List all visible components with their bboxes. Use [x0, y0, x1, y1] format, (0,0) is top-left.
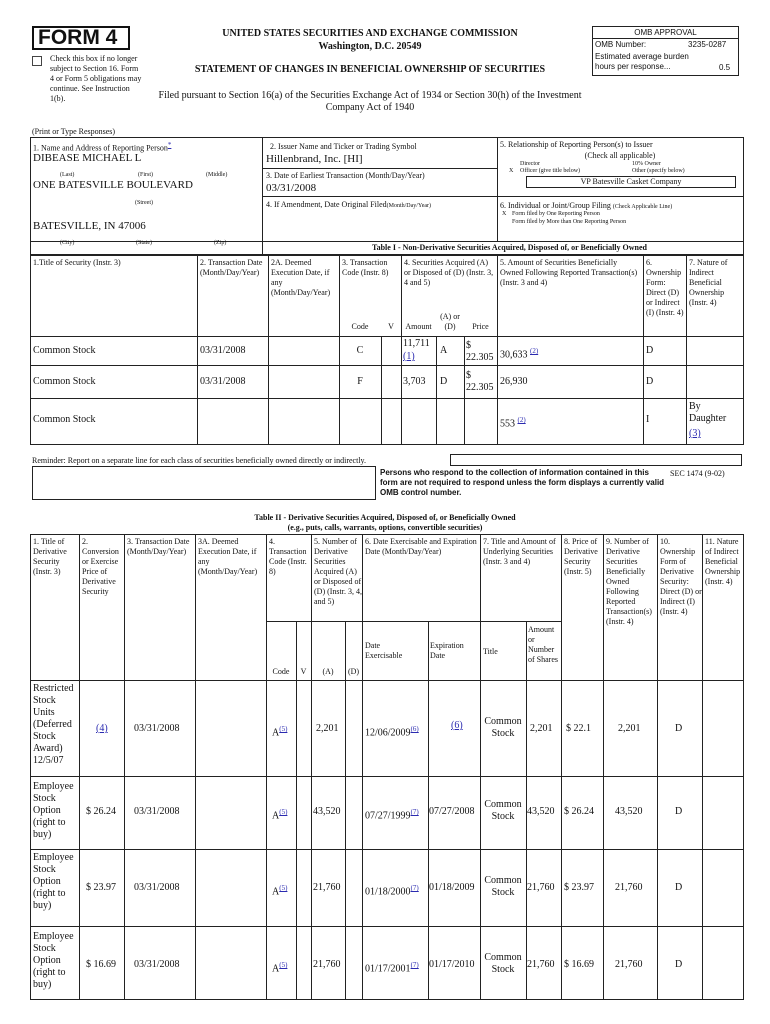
t2-col2-header: 2. Conversion or Exercise Price of Derivative Security	[82, 537, 119, 596]
t2-conv: $ 23.97	[86, 882, 116, 893]
no-longer-subject-checkbox[interactable]	[32, 56, 42, 66]
t2-code-footnote[interactable]: (5)	[279, 884, 288, 892]
t1-amount: 3,703	[403, 376, 426, 387]
t1-col3-header: 3. Transaction Code (Instr. 8)	[342, 258, 389, 277]
last-label: (Last)	[60, 172, 75, 178]
t1-price: $ 22.305	[466, 370, 494, 393]
t2-acquired: 2,201	[316, 723, 339, 734]
t1-col5-header: 5. Amount of Securities Beneficially Owned Following Reported Transaction(s) (Instr. 3 and 4)	[500, 258, 638, 287]
t2-date: 03/31/2008	[134, 723, 180, 734]
box1-label: 1. Name and Address of Reporting Person*	[33, 141, 172, 153]
t1-aord-header: (A) or (D)	[440, 312, 460, 331]
t2-underlying-amount: 43,520	[527, 806, 555, 817]
t2-title: Employee Stock Option (right to buy)	[33, 852, 74, 911]
reminder-box	[32, 466, 376, 500]
t1-aord: D	[440, 376, 448, 387]
t2-code: $A^{(5)}$	[272, 884, 288, 898]
t2-col10-header: 10. Ownership Form of Derivative Security: Direct (D) or Indirect (I) (Instr. 4)	[660, 537, 702, 616]
t2-expiration-header: Expiration Date	[430, 641, 464, 660]
issuer-name: Hillenbrand, Inc. [HI]	[266, 153, 363, 165]
t2-expiration: 07/27/2008	[429, 806, 475, 817]
t1-aord: A	[440, 345, 448, 356]
officer-mark[interactable]: X	[509, 168, 514, 174]
t2-date-exercisable: 01/18/2000$^{(7)}$	[365, 884, 419, 898]
t2-code-footnote[interactable]: (5)	[279, 725, 288, 733]
t1-col2a-header: 2A. Deemed Execution Date, if any (Month/Day/Year)	[271, 258, 331, 297]
t1-col2-header: 2. Transaction Date (Month/Day/Year)	[200, 258, 263, 277]
t1-nature-footnote[interactable]: (3)	[689, 428, 701, 439]
t2-underlying-title: Common Stock	[484, 799, 522, 822]
t2-price: $ 22.1	[566, 723, 591, 734]
omb-number: 3235-0287	[688, 40, 727, 49]
statement-title: STATEMENT OF CHANGES IN BENEFICIAL OWNERSHIP OF SECURITIES	[194, 64, 546, 75]
t2-form: D	[675, 806, 683, 817]
t1-col7-header: 7. Nature of Indirect Beneficial Ownership (Instr. 4)	[689, 258, 728, 307]
burden-label: Estimated average burden hours per response...	[595, 52, 689, 71]
t2-col3a-header: 3A. Deemed Execution Date, if any (Month/Day/Year)	[198, 537, 258, 576]
t1-col6-header: 6. Ownership Form: Direct (D) or Indirect (I) (Instr. 4)	[646, 258, 684, 317]
t2-expiration-footnote[interactable]: (6)	[451, 720, 463, 731]
t1-v-header: V	[388, 322, 394, 331]
t2-d-header: (D)	[347, 667, 360, 676]
t2-dex-footnote[interactable]: (6)	[410, 725, 419, 733]
t2-underlying-amount: 2,201	[530, 723, 553, 734]
t2-amount-header: Amount or Number of Shares	[528, 625, 558, 664]
print-type: (Print or Type Responses)	[32, 127, 116, 136]
earliest-transaction-date: 03/31/2008	[266, 182, 317, 194]
other-option: Other (specify below)	[632, 168, 685, 174]
t2-dex-footnote[interactable]: (7)	[410, 961, 419, 969]
t2-title: Restricted Stock Units (Deferred Stock Award) 12/5/07	[33, 683, 74, 766]
t2-conv: $ 16.69	[86, 959, 116, 970]
t1-owned: 553 $^{(2)}$	[500, 416, 526, 430]
t2-title: Employee Stock Option (right to buy)	[33, 781, 74, 840]
t2-expiration: 01/17/2010	[429, 959, 475, 970]
t2-underlying-title: Common Stock	[484, 716, 522, 739]
street-label: (Street)	[135, 200, 153, 206]
t2-form: D	[675, 882, 683, 893]
t1-owned: 30,633 $^{(2)}$	[500, 347, 539, 361]
t2-underlying-amount: 21,760	[527, 882, 555, 893]
t1-title: Common Stock	[33, 414, 96, 425]
box5-sub: (Check all applicable)	[584, 151, 656, 160]
middle-label: (Middle)	[206, 172, 228, 178]
t2-owned: 43,520	[615, 806, 643, 817]
t2-col1-header: 1. Title of Derivative Security (Instr. 3)	[33, 537, 67, 576]
t2-code-header: Code	[272, 667, 290, 676]
omb-notice: Persons who respond to the collection of information contained in this form are not required to respond unless the form displays a currently valid OMB control number.	[380, 468, 665, 497]
t2-date-exercisable: 01/17/2001$^{(7)}$	[365, 961, 419, 975]
t1-col1-header: 1.Title of Security (Instr. 3)	[33, 258, 121, 267]
ten-percent-owner-option: 10% Owner	[632, 161, 661, 167]
reminder-text: Reminder: Report on a separate line for each class of securities beneficially owned directly or indirectly.	[32, 456, 367, 465]
table2-title: Table II - Derivative Securities Acquired, Disposed of, or Beneficially Owned	[254, 513, 516, 522]
t1-title: Common Stock	[33, 376, 96, 387]
t2-price: $ 23.97	[564, 882, 594, 893]
t2-date-exercisable: 07/27/1999$^{(7)}$	[365, 808, 419, 822]
filed-pursuant: Filed pursuant to Section 16(a) of the Securities Exchange Act of 1934 or Section 30(h) of the Investment Company Act of 1940	[158, 90, 582, 113]
t2-expiration: 01/18/2009	[429, 882, 475, 893]
box2-label: 2. Issuer Name and Ticker or Trading Symbol	[270, 142, 417, 151]
t2-col7-header: 7. Title and Amount of Underlying Securities (Instr. 3 and 4)	[483, 537, 556, 566]
t1-date: 03/31/2008	[200, 345, 246, 356]
box6-label: 6. Individual or Joint/Group Filing (Check Applicable Line)	[500, 201, 673, 210]
t2-date-exercisable-header: Date Exercisable	[365, 641, 403, 660]
t1-owned-footnote[interactable]: (2)	[517, 416, 526, 424]
officer-title: VP Batesville Casket Company	[580, 177, 682, 186]
t1-amount-header: Amount	[405, 322, 432, 331]
t2-col5-header: 5. Number of Derivative Securities Acquired (A) or Disposed of (D) (Instr. 3, 4, and 5)	[314, 537, 362, 606]
t2-v-header: V	[300, 667, 307, 676]
t2-price: $ 26.24	[564, 806, 594, 817]
t2-col11-header: 11. Nature of Indirect Beneficial Ownership (Instr. 4)	[705, 537, 741, 586]
burden-value: 0.5	[719, 63, 731, 72]
t1-form: D	[646, 376, 654, 387]
t2-form: D	[675, 723, 683, 734]
t2-col4-header: 4. Transaction Code (Instr. 8)	[269, 537, 307, 576]
director-option: Director	[520, 161, 540, 167]
t2-owned: 2,201	[618, 723, 641, 734]
t2-code-footnote[interactable]: (5)	[279, 808, 288, 816]
t2-conv: $ 26.24	[86, 806, 116, 817]
t2-underlying-title: Common Stock	[484, 875, 522, 898]
t2-price: $ 16.69	[564, 959, 594, 970]
t2-dex-footnote[interactable]: (7)	[410, 884, 419, 892]
table1-title: Table I - Non-Derivative Securities Acquired, Disposed of, or Beneficially Owned	[372, 243, 647, 252]
t2-col3-header: 3. Transaction Date (Month/Day/Year)	[127, 537, 190, 556]
state-label: (State)	[136, 240, 152, 246]
t1-nature: By Daughter	[689, 401, 727, 424]
agency-name: UNITED STATES SECURITIES AND EXCHANGE COMMISSION	[222, 28, 518, 39]
t2-conv-footnote[interactable]: (4)	[96, 723, 108, 734]
t1-code: F	[357, 376, 363, 387]
t2-form: D	[675, 959, 683, 970]
t2-underlying-amount: 21,760	[527, 959, 555, 970]
t2-col9-header: 9. Number of Derivative Securities Beneficially Owned Following Reported Transaction(s) (Instr. 4)	[606, 537, 652, 626]
t2-date-exercisable: 12/06/2009$^{(6)}$	[365, 725, 419, 739]
t2-col6-header: 6. Date Exercisable and Expiration Date (Month/Day/Year)	[365, 537, 477, 556]
zip-label: (Zip)	[214, 240, 227, 246]
t2-acquired: 21,760	[313, 959, 341, 970]
street-address: ONE BATESVILLE BOULEVARD	[33, 179, 193, 191]
t1-price-header: Price	[472, 322, 489, 331]
checkbox-text: Check this box if no longer subject to Section 16. Form 4 or Form 5 obligations may continue. See Instruction 1(b).	[50, 54, 142, 103]
t2-a-header: (A)	[322, 667, 334, 676]
t1-code-header: Code	[351, 322, 369, 331]
t2-title: Employee Stock Option (right to buy)	[33, 931, 74, 990]
t2-code: $A^{(5)}$	[272, 808, 288, 822]
one-person-mark[interactable]: X	[502, 211, 507, 217]
t2-date: 03/31/2008	[134, 806, 180, 817]
t2-acquired: 21,760	[313, 882, 341, 893]
box3-label: 3. Date of Earliest Transaction (Month/Day/Year)	[266, 171, 425, 180]
t1-form: D	[646, 345, 654, 356]
t2-acquired: 43,520	[313, 806, 341, 817]
officer-option: Officer (give title below)	[520, 168, 581, 174]
city-label: (City)	[60, 240, 75, 246]
box5-label: 5. Relationship of Reporting Person(s) to Issuer	[500, 140, 653, 149]
reporting-person-name: DIBEASE MICHAEL L	[33, 152, 142, 164]
t1-code: C	[356, 345, 364, 356]
sec-code: SEC 1474 (9-02)	[670, 469, 725, 478]
t2-title-header: Title	[483, 647, 498, 656]
agency-city: Washington, D.C. 20549	[318, 41, 422, 52]
t1-amount-footnote[interactable]: (1)	[403, 351, 415, 362]
t2-col8-header: 8. Price of Derivative Security (Instr. 5)	[564, 537, 598, 576]
t1-owned-footnote[interactable]: (2)	[530, 347, 539, 355]
table2-subtitle: (e.g., puts, calls, warrants, options, convertible securities)	[287, 523, 483, 532]
t1-owned: 26,930	[500, 376, 528, 387]
t2-code: $A^{(5)}$	[272, 725, 288, 739]
t2-dex-footnote[interactable]: (7)	[410, 808, 419, 816]
t2-date: 03/31/2008	[134, 882, 180, 893]
t2-owned: 21,760	[615, 882, 643, 893]
t1-title: Common Stock	[33, 345, 96, 356]
t1-amount: 11,711	[403, 338, 430, 349]
city-state-zip: BATESVILLE, IN 47006	[33, 220, 146, 232]
omb-number-label: OMB Number:	[595, 40, 647, 49]
t2-code-footnote[interactable]: (5)	[279, 961, 288, 969]
form-title: FORM 4	[38, 26, 118, 49]
t1-price: $ 22.305	[466, 340, 494, 363]
t1-form: I	[646, 414, 650, 425]
more-persons-option: Form filed by More than One Reporting Person	[512, 219, 627, 225]
t2-code: $A^{(5)}$	[272, 961, 288, 975]
t2-date: 03/31/2008	[134, 959, 180, 970]
one-person-option: Form filed by One Reporting Person	[512, 211, 600, 217]
omb-approval-title: OMB APPROVAL	[634, 28, 697, 37]
t2-owned: 21,760	[615, 959, 643, 970]
notice-top-box	[450, 454, 742, 466]
t1-col4-header: 4. Securities Acquired (A) or Disposed of (D) (Instr. 3, 4 and 5)	[404, 258, 494, 287]
first-label: (First)	[138, 172, 153, 178]
t1-date: 03/31/2008	[200, 376, 246, 387]
t2-underlying-title: Common Stock	[484, 952, 522, 975]
box4-label: 4. If Amendment, Date Original Filed(Month/Day/Year)	[266, 200, 432, 209]
